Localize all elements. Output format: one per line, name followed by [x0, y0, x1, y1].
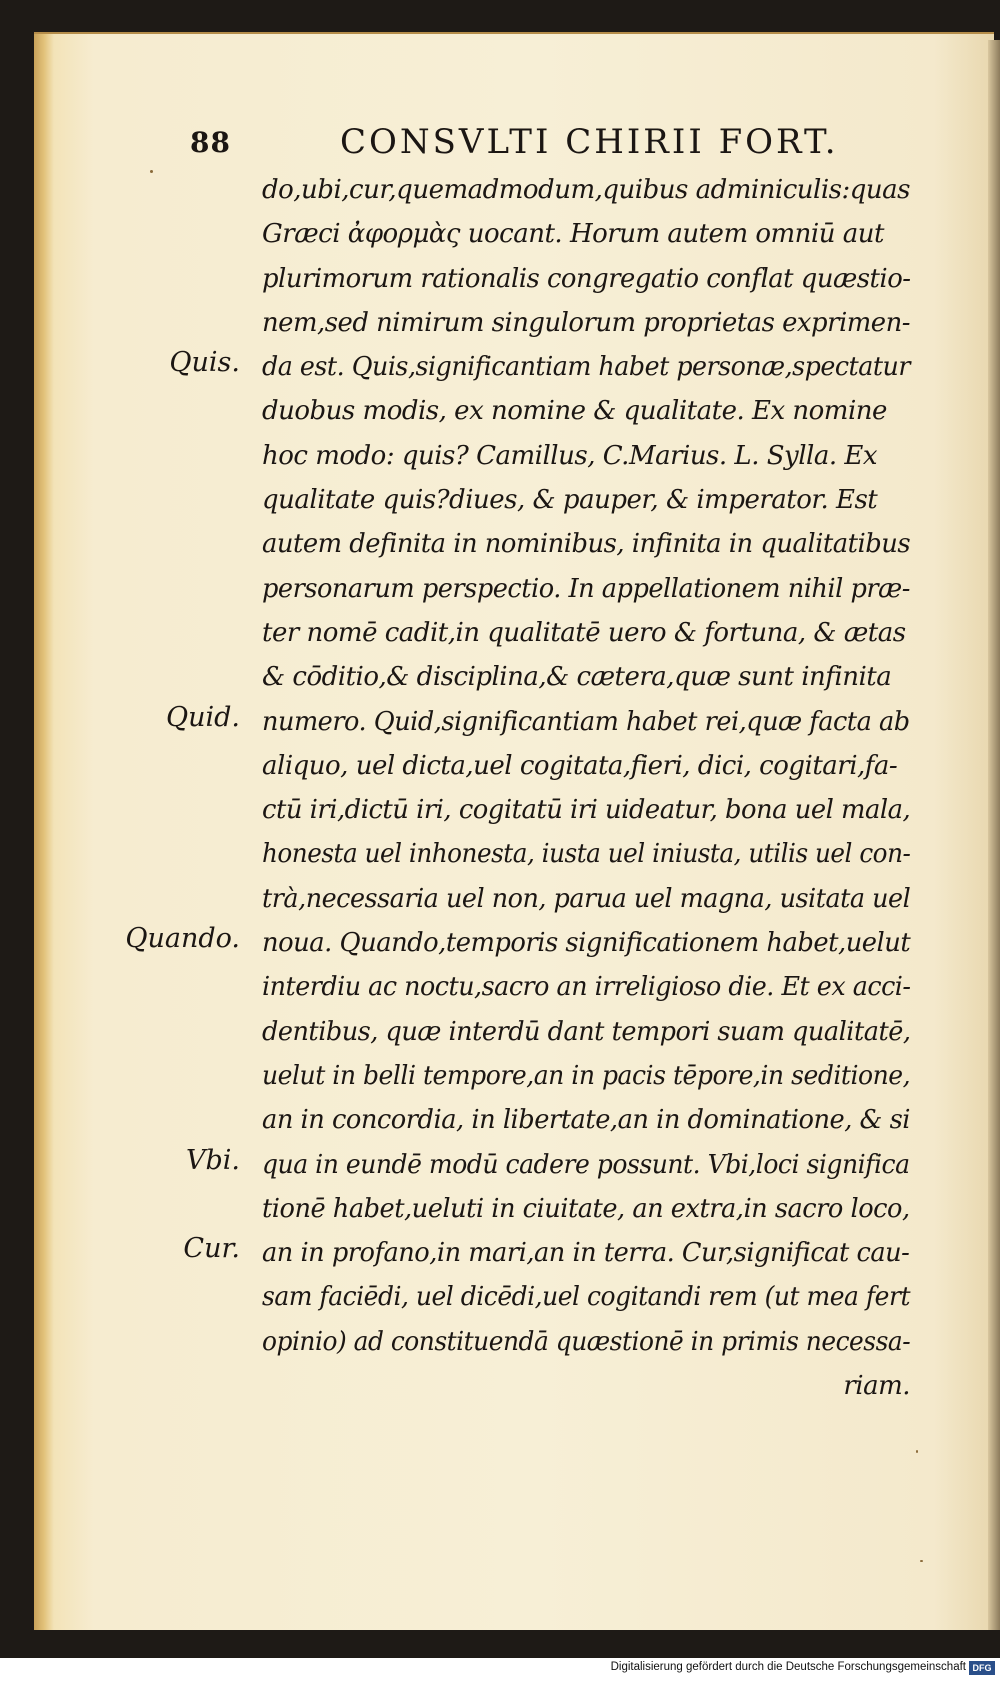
text-line: & cōditio,& disciplina,& cætera,quæ sunt infinita	[262, 662, 892, 693]
paper-speck	[916, 1450, 918, 1453]
text-line: do,ubi,cur,quemadmodum,quibus adminiculis:quas	[262, 175, 911, 205]
marginal-note: Quid.	[165, 701, 240, 733]
paper-speck	[150, 170, 153, 173]
text-line: da est. Quis,significantiam habet personæ,spectatur	[262, 352, 910, 383]
page-number: 88	[190, 126, 231, 159]
page-edge	[988, 40, 1000, 1630]
paper-speck	[920, 1560, 923, 1562]
marginal-note: Vbi.	[186, 1144, 240, 1176]
catchword: riam.	[843, 1371, 910, 1402]
text-line: ctū iri,dictū iri, cogitatū iri uideatur, bona uel mala,	[262, 795, 911, 826]
text-line: aliquo, uel dicta,uel cogitata,fieri, dici, cogitari,fa-	[262, 750, 898, 781]
text-line: opinio) ad constituendā quæstionē in primis necessa-	[262, 1326, 911, 1357]
text-line: tionē habet,ueluti in ciuitate, an extra,in sacro loco,	[262, 1193, 910, 1224]
running-title: CONSVLTI CHIRII FORT.	[340, 122, 839, 162]
text-line: interdiu ac noctu,sacro an irreligioso die. Et ex acci-	[262, 972, 911, 1003]
text-line: personarum perspectio. In appellationem nihil præ-	[262, 573, 910, 604]
marginal-note: Quando.	[125, 923, 240, 955]
text-line: duobus modis, ex nomine & qualitate. Ex nomine	[262, 396, 887, 427]
text-line: Græci ἀφορμὰς uocant. Horum autem omniū aut	[262, 219, 884, 250]
text-line: trà,necessaria uel non, parua uel magna, usitata uel	[262, 883, 911, 914]
text-line: nem,sed nimirum singulorum proprietas exprimen-	[262, 307, 910, 338]
body-text	[262, 168, 910, 1408]
marginal-note: Cur.	[183, 1233, 240, 1265]
text-line: qualitate quis?diues, & pauper, & imperator. Est	[262, 485, 878, 516]
text-line: hoc modo: quis? Camillus, C.Marius. L. Sylla. Ex	[262, 440, 878, 471]
text-line: dentibus, quæ interdū dant tempori suam qualitatē,	[262, 1016, 911, 1047]
footer-bar	[0, 1658, 1000, 1681]
text-line: numero. Quid,significantiam habet rei,quæ facta ab	[262, 706, 910, 737]
text-line: honesta uel inhonesta, iusta uel iniusta, utilis uel con-	[262, 839, 911, 870]
footer-credit: Digitalisierung gefördert durch die Deutsche Forschungsgemeinschaft	[610, 1661, 966, 1673]
running-head	[190, 122, 890, 172]
text-line: plurimorum rationalis congregatio conflat quæstio-	[262, 263, 911, 294]
text-line: ter nomē cadit,in qualitatē uero & fortuna, & ætas	[262, 617, 906, 648]
text-line: an in concordia, in libertate,an in dominatione, & si	[262, 1105, 911, 1136]
text-line: an in profano,in mari,an in terra. Cur,significat cau-	[262, 1238, 910, 1269]
text-line: sam faciēdi, uel dicēdi,uel cogitandi rem (ut mea fert	[262, 1282, 911, 1313]
text-line: uelut in belli tempore,an in pacis tēpore,in seditione,	[262, 1060, 911, 1091]
text-line: qua in eundē modū cadere possunt. Vbi,loci significa	[262, 1149, 910, 1180]
text-line: noua. Quando,temporis significationem habet,uelut	[262, 928, 911, 959]
marginal-note: Quis.	[169, 347, 240, 379]
dfg-logo: DFG	[969, 1661, 995, 1675]
text-line: autem definita in nominibus, infinita in qualitatibus	[262, 529, 911, 560]
